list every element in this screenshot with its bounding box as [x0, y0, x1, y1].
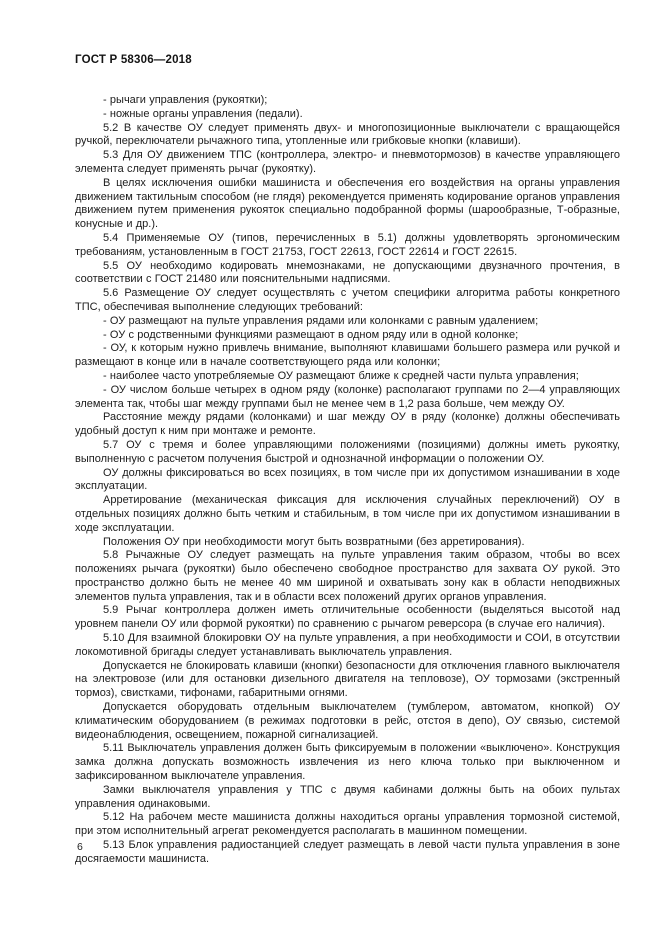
paragraph: 5.6 Размещение ОУ следует осуществлять с учетом специфики алгоритма работы конкретного ТПС, обеспечивая выполнение следующих требований:: [75, 287, 620, 313]
paragraph: 5.12 На рабочем месте машиниста должны находиться органы управления тормозной системой, при этом исполнительный агрегат рекомендуется располагать в машинном помещении.: [75, 811, 620, 838]
paragraph: 5.11 Выключатель управления должен быть фиксируемым в положении «выключено». Конструкция замка должна допускать возможность извлечения из него ключа только при выключенном и зафиксированном выключателе управления.: [75, 742, 620, 783]
paragraph: - ножные органы управления (педали).: [103, 107, 303, 120]
paragraph: ОУ должны фиксироваться во всех позициях, в том числе при их допустимом изнашивании в ходе эксплуатации.: [75, 466, 620, 493]
paragraph: 5.9 Рычаг контроллера должен иметь отличительные особенности (выделяться высотой над уровнем панели ОУ или формой рукоятки) по сравнению с рычагом реверсора (в случае его наличия).: [75, 604, 620, 631]
paragraph: 5.8 Рычажные ОУ следует размещать на пульте управления таким образом, чтобы во всех положениях рычага (рукоятки) было обеспечено свободное пространство для захвата ОУ рукой. Это пространство должно быть не менее 40 мм шириной и охватывать зону как в области неподвижных элементов пульта управления, так и в области всех положений других органов управления.: [75, 549, 620, 603]
paragraph: 5.4 Применяемые ОУ (типов, перечисленных в 5.1) должны удовлетворять эргономическим требованиям, установленным в ГОСТ 21753, ГОСТ 22613, ГОСТ 22614 и ГОСТ 22615.: [75, 231, 620, 258]
paragraph: 5.3 Для ОУ движением ТПС (контроллера, электро- и пневмотормозов) в качестве управляющего элемента следует применять рычаг (рукоятку).: [75, 149, 620, 175]
paragraph: Расстояние между рядами (колонками) и шаг между ОУ в ряду (колонке) должны обеспечивать удобный доступ к ним при монтаже и ремонте.: [75, 411, 620, 438]
paragraph: - ОУ, к которым нужно привлечь внимание, выполняют клавишами большего размера или ручкой и размещают в конце или в начале соответствующего ряда или колонки;: [75, 342, 620, 369]
paragraph: 5.13 Блок управления радиостанцией следует размещать в левой части пульта управления в зоне досягаемости машиниста.: [75, 839, 620, 865]
page-number: 6: [77, 841, 83, 853]
paragraph: Замки выключателя управления у ТПС с двумя кабинами должны быть на обоих пультах управления одинаковыми.: [75, 783, 620, 810]
paragraph: Положения ОУ при необходимости могут быть возвратными (без арретирования).: [103, 535, 525, 548]
paragraph: 5.5 ОУ необходимо кодировать мнемознаками, не допускающими двузначного прочтения, в соответствии с ГОСТ 21480 или пояснительными надписями.: [75, 259, 620, 286]
paragraph: - ОУ с родственными функциями размещают в одном ряду или в одной колонке;: [103, 328, 519, 341]
document-header-title: ГОСТ Р 58306—2018: [75, 54, 192, 66]
paragraph: Арретирование (механическая фиксация для исключения случайных переключений) ОУ в отдельных позициях должно быть четким и стабильным, в том числе при их допустимом изнашивании в ходе эксплуатации.: [75, 494, 620, 534]
document-body: [75, 94, 620, 867]
paragraph: Допускается не блокировать клавиши (кнопки) безопасности для отключения главного выключателя на электровозе (или для остановки дизельного двигателя на тепловозе), ОУ тормозами (экстренный тормоз), свистками, тифонами, габаритными огнями.: [75, 659, 620, 700]
paragraph: 5.10 Для взаимной блокировки ОУ на пульте управления, а при необходимости и СОИ, в отсутствии локомотивной бригады следует устанавливать выключатель управления.: [75, 632, 620, 658]
paragraph: - ОУ числом больше четырех в одном ряду (колонке) располагают группами по 2—4 управляющих элемента так, чтобы шаг между группами был не менее чем в 1,2 раза больше, чем между ОУ.: [75, 383, 620, 410]
paragraph: В целях исключения ошибки машиниста и обеспечения его воздействия на органы управления движением тактильным способом (не глядя) рекомендуется применять кодирование органов управления движением путем применения рукояток специально подобранной формы (шарообразные, Т-образные, конусные и др.).: [75, 176, 620, 231]
paragraph: - наиболее часто употребляемые ОУ размещают ближе к средней части пульта управления;: [103, 369, 579, 382]
paragraph: 5.7 ОУ с тремя и более управляющими положениями (позициями) должны иметь рукоятку, выполненную с расчетом получения быстрой и однозначной информации о положении ОУ.: [75, 438, 620, 465]
paragraph: Допускается оборудовать отдельным выключателем (тумблером, автоматом, кнопкой) ОУ климатическим оборудованием (в режимах подготовки в рейс, отстоя в депо), ОУ связью, системой видеонаблюдения, освещением, пожарной сигнализацией.: [75, 701, 620, 741]
paragraph: - ОУ размещают на пульте управления рядами или колонками с равным удалением;: [103, 314, 539, 327]
paragraph: - рычаги управления (рукоятки);: [103, 94, 268, 106]
paragraph: 5.2 В качестве ОУ следует применять двух- и многопозиционные выключатели с вращающейся ручкой, переключатели рычажного типа, утопленные или грибковые кнопки (клавиши).: [75, 121, 620, 148]
